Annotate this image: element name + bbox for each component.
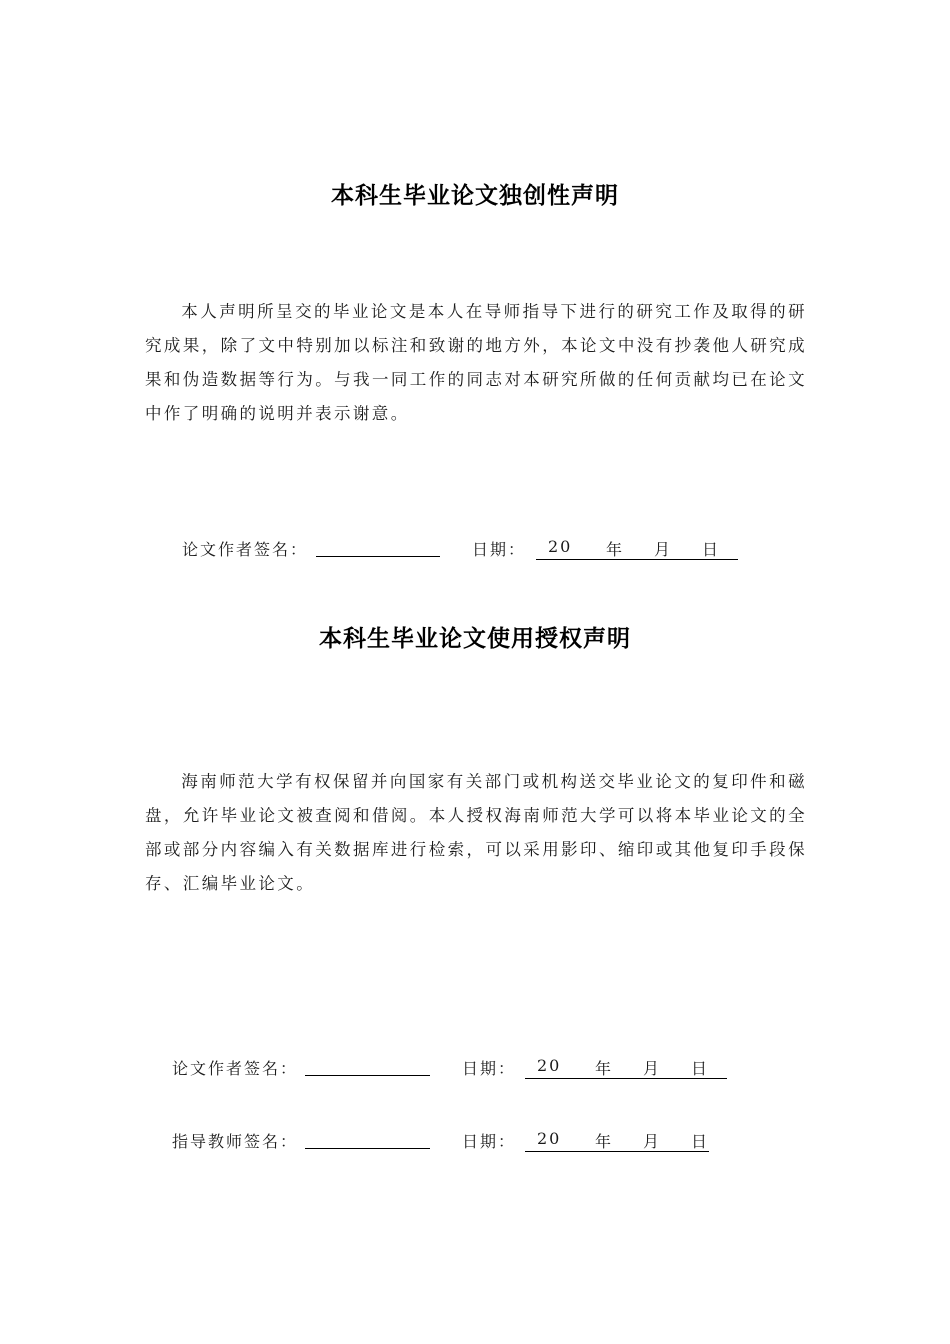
originality-signature-row (0, 537, 950, 561)
month-unit: 月 (654, 540, 673, 559)
year-unit: 年 (606, 540, 625, 559)
date-label: 日期： (462, 1059, 517, 1078)
originality-title: 本科生毕业论文独创性声明 (331, 183, 619, 209)
year-prefix: 20 (537, 1056, 562, 1075)
author-signature-label: 论文作者签名： (182, 540, 309, 559)
year-unit: 年 (595, 1059, 614, 1078)
authorization-advisor-signature-row (0, 1129, 950, 1153)
date-label: 日期： (462, 1132, 517, 1151)
originality-body: 本人声明所呈交的毕业论文是本人在导师指导下进行的研究工作及取得的研究成果，除了文中特别加以标注和致谢的地方外，本论文中没有抄袭他人研究成果和伪造数据等行为。与我一同工作的同志对本研究所做的任何贡献均已在论文中作了明确的说明并表示谢意。 (145, 302, 807, 423)
advisor-signature-blank[interactable] (305, 1148, 430, 1149)
author-signature-blank[interactable] (305, 1075, 430, 1076)
year-unit: 年 (595, 1132, 614, 1151)
date-label: 日期： (472, 540, 527, 559)
month-unit: 月 (643, 1059, 662, 1078)
date-field[interactable] (525, 1056, 727, 1079)
day-unit: 日 (691, 1059, 710, 1078)
authorization-title: 本科生毕业论文使用授权声明 (319, 626, 631, 652)
authorization-author-signature-row (0, 1056, 950, 1080)
month-unit: 月 (643, 1132, 662, 1151)
year-prefix: 20 (548, 537, 573, 556)
date-field[interactable] (525, 1129, 709, 1152)
authorization-body: 海南师范大学有权保留并向国家有关部门或机构送交毕业论文的复印件和磁盘，允许毕业论文被查阅和借阅。本人授权海南师范大学可以将本毕业论文的全部或部分内容编入有关数据库进行检索，可以采用影印、缩印或其他复印手段保存、汇编毕业论文。 (145, 772, 807, 893)
date-field[interactable] (536, 537, 738, 560)
author-signature-label: 论文作者签名： (172, 1059, 299, 1078)
author-signature-blank[interactable] (316, 556, 440, 557)
day-unit: 日 (691, 1132, 710, 1151)
day-unit: 日 (702, 540, 721, 559)
advisor-signature-label: 指导教师签名： (172, 1132, 299, 1151)
year-prefix: 20 (537, 1129, 562, 1148)
